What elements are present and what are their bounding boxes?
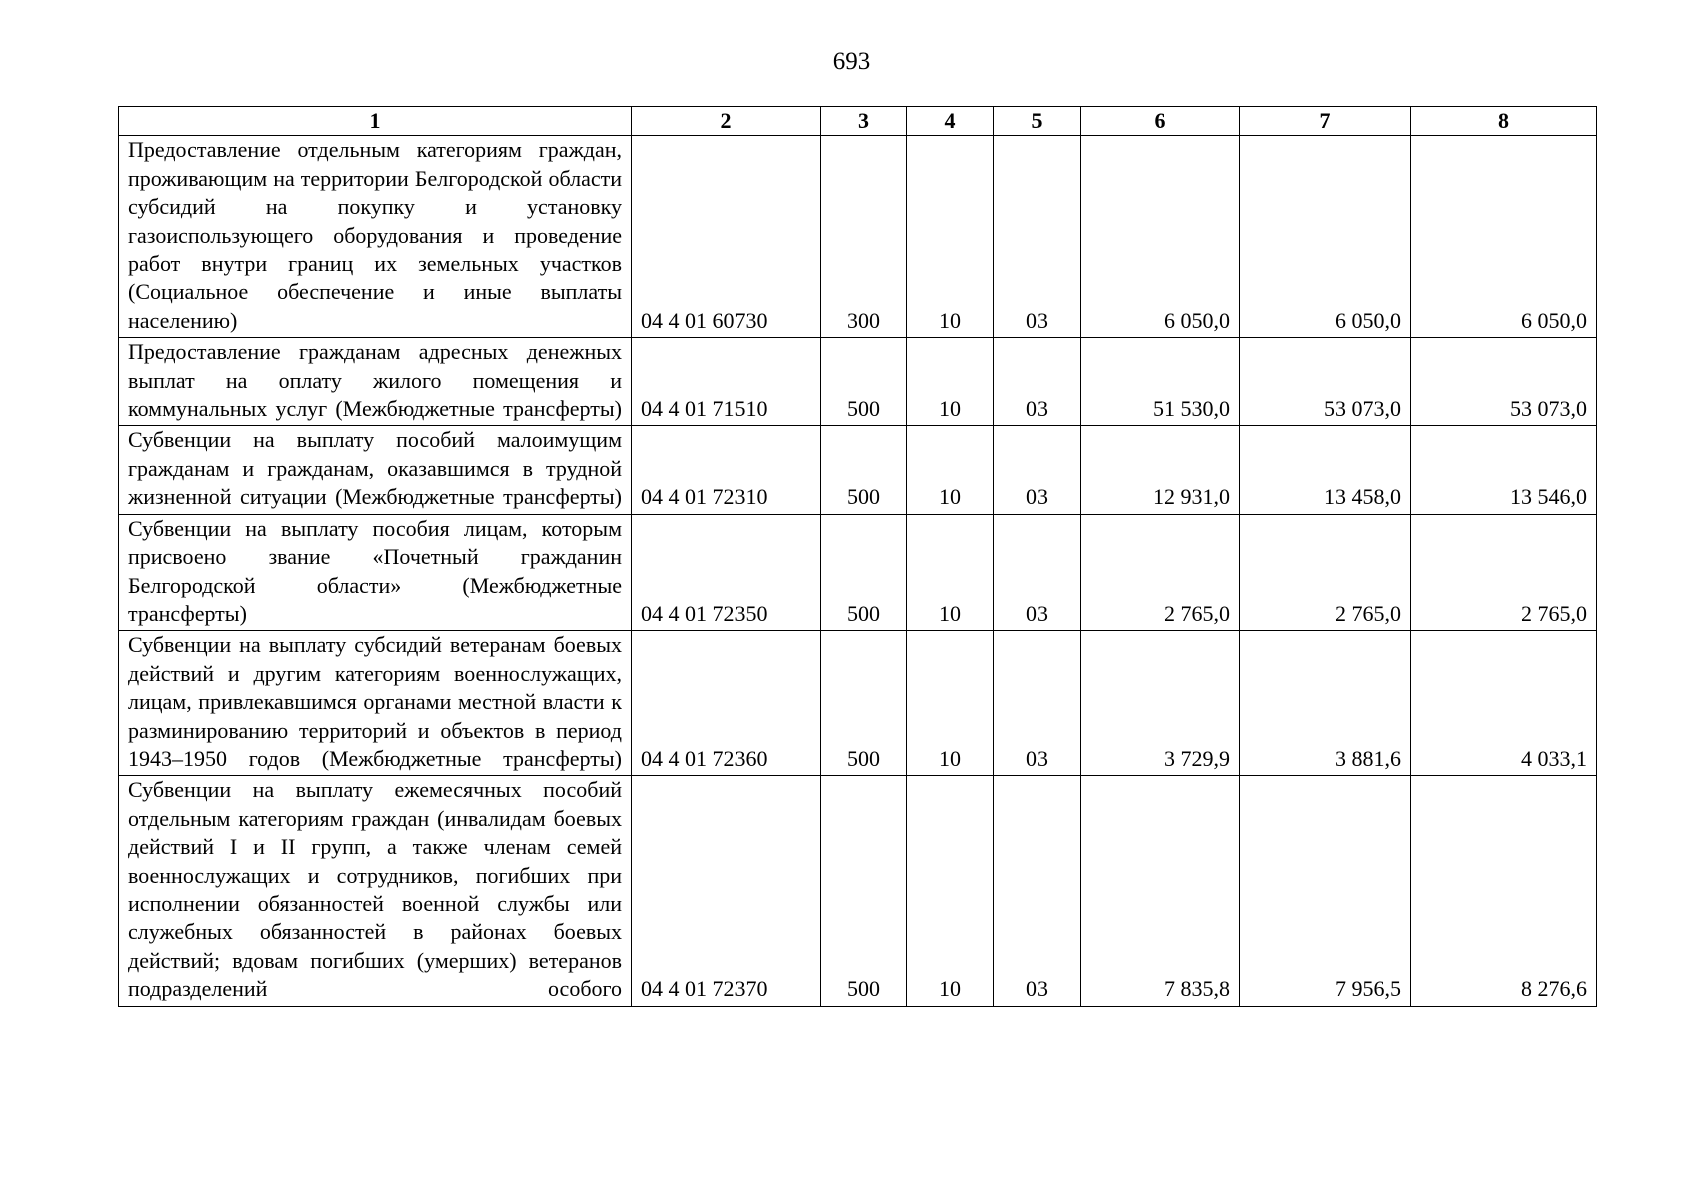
column-header: 1 — [119, 107, 632, 136]
row-target-code: 04 4 01 72360 — [632, 631, 821, 776]
row-col3: 500 — [821, 338, 907, 426]
table-row — [119, 631, 1597, 776]
row-col6: 7 835,8 — [1081, 776, 1240, 1006]
row-col5: 03 — [994, 338, 1081, 426]
row-col7: 7 956,5 — [1240, 776, 1411, 1006]
row-col5: 03 — [994, 136, 1081, 338]
row-description: Субвенции на выплату пособий малоимущим гражданам и гражданам, оказавшимся в трудной жизненной ситуации (Межбюджетные трансферты) — [119, 426, 632, 514]
row-col4: 10 — [907, 426, 994, 514]
row-description: Предоставление гражданам адресных денежных выплат на оплату жилого помещения и коммунальных услуг (Межбюджетные трансферты) — [119, 338, 632, 426]
row-col3: 500 — [821, 426, 907, 514]
row-col4: 10 — [907, 136, 994, 338]
row-col8: 6 050,0 — [1411, 136, 1597, 338]
page-number: 693 — [832, 48, 871, 75]
row-col7: 13 458,0 — [1240, 426, 1411, 514]
row-col8: 13 546,0 — [1411, 426, 1597, 514]
table-row — [119, 338, 1597, 426]
row-col6: 2 765,0 — [1081, 514, 1240, 631]
row-col3: 300 — [821, 136, 907, 338]
row-description: Субвенции на выплату пособия лицам, которым присвоено звание «Почетный гражданин Белгородской области» (Межбюджетные трансферты) — [119, 514, 632, 631]
column-header: 3 — [821, 107, 907, 136]
column-header: 7 — [1240, 107, 1411, 136]
row-col4: 10 — [907, 338, 994, 426]
row-col5: 03 — [994, 426, 1081, 514]
row-col8: 8 276,6 — [1411, 776, 1597, 1006]
row-col6: 3 729,9 — [1081, 631, 1240, 776]
row-col7: 2 765,0 — [1240, 514, 1411, 631]
table-row — [119, 136, 1597, 338]
row-col4: 10 — [907, 514, 994, 631]
table-row — [119, 426, 1597, 514]
row-description: Субвенции на выплату ежемесячных пособий отдельным категориям граждан (инвалидам боевых действий I и II групп, а также членам семей военнослужащих и сотрудников, погибших при исполнении обязанностей военной службы или служебных обязанностей в районах боевых действий; вдовам погибших (умерших) ветеранов подразделений особого — [119, 776, 632, 1006]
header-row — [119, 107, 1597, 136]
row-col6: 51 530,0 — [1081, 338, 1240, 426]
row-col3: 500 — [821, 631, 907, 776]
row-target-code: 04 4 01 72310 — [632, 426, 821, 514]
row-col8: 4 033,1 — [1411, 631, 1597, 776]
row-col4: 10 — [907, 776, 994, 1006]
row-col7: 53 073,0 — [1240, 338, 1411, 426]
row-target-code: 04 4 01 72370 — [632, 776, 821, 1006]
row-col8: 53 073,0 — [1411, 338, 1597, 426]
row-col4: 10 — [907, 631, 994, 776]
column-header: 2 — [632, 107, 821, 136]
row-col7: 6 050,0 — [1240, 136, 1411, 338]
row-target-code: 04 4 01 60730 — [632, 136, 821, 338]
row-col5: 03 — [994, 776, 1081, 1006]
row-col3: 500 — [821, 514, 907, 631]
row-description: Субвенции на выплату субсидий ветеранам боевых действий и другим категориям военнослужащих, лицам, привлекавшимся органами местной власти к разминированию территорий и объектов в период 1943–1950 годов (Межбюджетные трансферты) — [119, 631, 632, 776]
column-header: 4 — [907, 107, 994, 136]
column-header: 5 — [994, 107, 1081, 136]
row-target-code: 04 4 01 71510 — [632, 338, 821, 426]
row-col8: 2 765,0 — [1411, 514, 1597, 631]
row-col3: 500 — [821, 776, 907, 1006]
column-header: 8 — [1411, 107, 1597, 136]
row-col5: 03 — [994, 631, 1081, 776]
row-description: Предоставление отдельным категориям граждан, проживающим на территории Белгородской области субсидий на покупку и установку газоиспользующего оборудования и проведение работ внутри границ их земельных участков (Социальное обеспечение и иные выплаты населению) — [119, 136, 632, 338]
row-target-code: 04 4 01 72350 — [632, 514, 821, 631]
row-col6: 6 050,0 — [1081, 136, 1240, 338]
table-row — [119, 514, 1597, 631]
row-col7: 3 881,6 — [1240, 631, 1411, 776]
row-col5: 03 — [994, 514, 1081, 631]
column-header: 6 — [1081, 107, 1240, 136]
row-col6: 12 931,0 — [1081, 426, 1240, 514]
budget-table — [118, 106, 1597, 1007]
table-row — [119, 776, 1597, 1006]
